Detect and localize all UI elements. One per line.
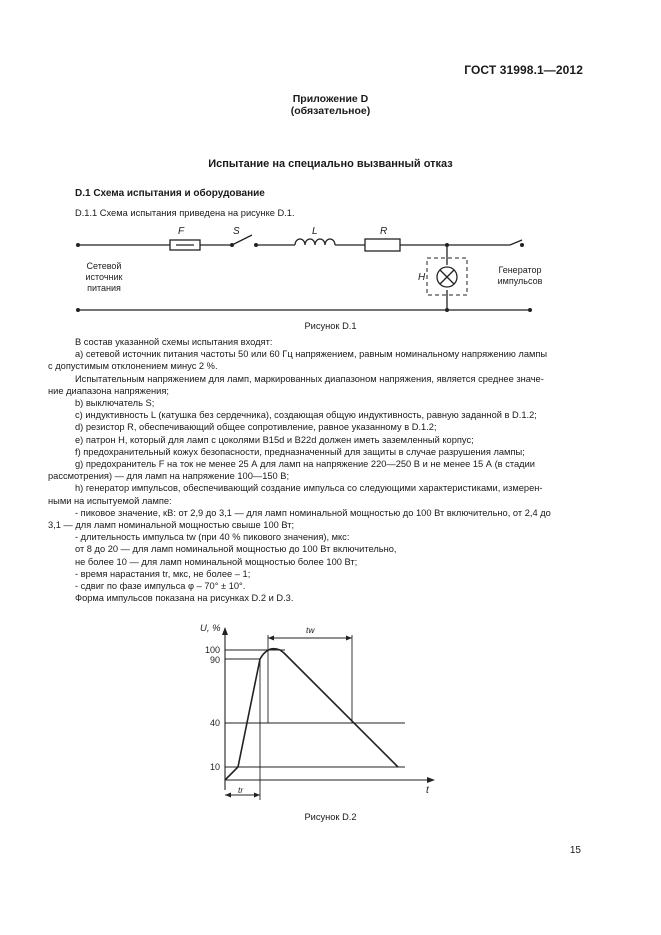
body-line: от 8 до 20 — для ламп номинальной мощностью до 100 Вт включительно, xyxy=(75,544,397,555)
annex-title: Приложение D xyxy=(292,93,369,105)
body-line: f) предохранительный кожух безопасности, предназначенный для защиты в случае разрушения лампы; xyxy=(75,446,525,457)
body-line: h) генератор импульсов, обеспечивающий создание импульса со следующими характеристиками, измерен- xyxy=(75,483,543,494)
main-title: Испытание на специально вызванный отказ xyxy=(208,158,453,170)
figure-d2-chart xyxy=(180,615,450,810)
body-line: не более 10 — для ламп номинальной мощностью более 100 Вт; xyxy=(75,556,358,567)
source-label-3: питания xyxy=(87,283,121,293)
label-s: S xyxy=(233,226,240,237)
x-axis-arrow xyxy=(427,777,435,783)
pulse-curve xyxy=(225,649,398,780)
body-line: - пиковое значение, кВ: от 2,9 до 3,1 — для ламп номинальной мощностью до 100 Вт включительно, от 2,4 до xyxy=(75,507,551,518)
x-axis-label: t xyxy=(426,785,429,796)
y-tick-90: 90 xyxy=(209,655,220,665)
label-l: L xyxy=(312,226,318,237)
body-line: g) предохранитель F на ток не менее 25 А для ламп на напряжение 220—250 В и не менее 15 А (в стадии xyxy=(75,459,535,470)
body-line: ными на испытуемой лампе: xyxy=(48,495,172,506)
tw-label: tw xyxy=(306,625,315,635)
page-number: 15 xyxy=(569,845,581,856)
body-line: Испытательным напряжением для ламп, маркированных диапазоном напряжения, является среднее значе- xyxy=(75,373,544,384)
y-tick-100: 100 xyxy=(204,645,220,655)
label-r: R xyxy=(380,226,388,237)
body-line: В состав указанной схемы испытания входят: xyxy=(75,337,273,347)
figure-d2-caption: Рисунок D.2 xyxy=(304,812,357,822)
section-title: D.1 Схема испытания и оборудование xyxy=(75,188,265,199)
inductor-l xyxy=(295,239,335,245)
label-h: H xyxy=(418,272,426,283)
body-line: - время нарастания tr, мкс, не более – 1; xyxy=(75,568,251,579)
section-intro: D.1.1 Схема испытания приведена на рисунке D.1. xyxy=(75,208,295,218)
generator-label-2: импульсов xyxy=(497,276,543,286)
tr-label: tr xyxy=(238,785,244,795)
body-text xyxy=(48,336,590,604)
y-axis-arrow xyxy=(222,627,228,635)
source-label-1: Сетевой xyxy=(86,261,122,271)
label-f: F xyxy=(178,226,185,237)
generator-label-1: Генератор xyxy=(498,265,542,275)
body-line: рассмотрения) — для ламп на напряжение 100—150 В; xyxy=(48,471,290,482)
source-label-2: источник xyxy=(85,272,123,282)
y-axis-label: U, % xyxy=(200,623,221,634)
body-line: с допустимым отклонением минус 2 %. xyxy=(48,361,218,372)
annex-subtitle: (обязательное) xyxy=(290,105,371,117)
body-line: а) сетевой источник питания частоты 50 или 60 Гц напряжением, равным номинальному напряжению лампы xyxy=(75,349,548,360)
standard-number: ГОСТ 31998.1—2012 xyxy=(464,63,583,77)
figure-d1-caption: Рисунок D.1 xyxy=(304,321,357,331)
body-line: c) индуктивность L (катушка без сердечника), создающая общую индуктивность, равную заданной в D.1.2; xyxy=(75,410,537,421)
body-line: - длительность импульса tw (при 40 % пикового значения), мкс: xyxy=(75,532,350,543)
body-line: d) резистор R, обеспечивающий общее сопротивление, равное указанному в D.1.2; xyxy=(75,422,437,433)
body-line: 3,1 — для ламп номинальной мощностью свыше 100 Вт; xyxy=(48,520,295,531)
body-line: e) патрон H, который для ламп с цоколями B15d и B22d должен иметь заземленный корпус; xyxy=(75,434,474,445)
body-line: ние диапазона напряжения; xyxy=(48,385,169,396)
y-tick-10: 10 xyxy=(209,762,220,772)
body-line: - сдвиг по фазе импульса φ – 70° ± 10°. xyxy=(75,581,246,592)
body-line: Форма импульсов показана на рисунках D.2 и D.3. xyxy=(75,593,294,604)
y-tick-40: 40 xyxy=(209,718,220,728)
body-line: b) выключатель S; xyxy=(75,398,155,409)
resistor-r xyxy=(365,239,400,251)
figure-d1-circuit xyxy=(0,220,661,320)
